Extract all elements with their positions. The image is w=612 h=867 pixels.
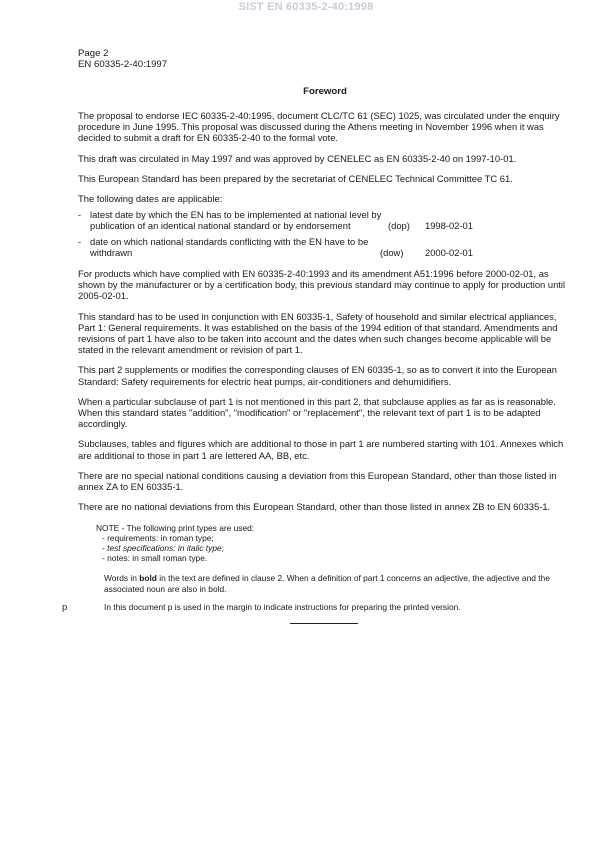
dates-list: [78, 209, 574, 258]
margin-mark: p: [62, 601, 68, 613]
paragraph-proposal: The proposal to endorse IEC 60335-2-40:1995, document CLC/TC 61 (SEC) 1025, was circulated under the enquiry procedure in June 1995. This proposal was discussed during the Athens meeting in November 1996 when it was decided to submit a draft for EN 60335-2-40 to the formal vote.: [78, 110, 560, 144]
paragraph-products: For products which have complied with EN 60335-2-40:1993 and its amendment A51:1996 before 2000-02-01, as shown by the manufacturer or by a certification body, this previous standard may continue to apply for production until 2005-02-01.: [78, 268, 566, 302]
date-abbreviation: (dop): [388, 220, 410, 232]
date-item-dow: [78, 236, 574, 258]
end-rule: [290, 623, 358, 624]
paragraph-conjunction: This standard has to be used in conjunction with EN 60335-1, Safety of household and similar electrical appliances, Part 1: General requirements. It was established on the basis of the 1994 edition of that standard. Amendments and revisions of part 1 have also to be taken into account and the dates when such changes become applicable will be stated in the relevant amendment or revision of part 1.: [78, 310, 558, 356]
note-item-tests-text: test specifications: in italic type: [107, 543, 222, 554]
date-description: date on which national standards conflicting with the EN have to be withdrawn: [90, 235, 369, 258]
date-description: latest date by which the EN has to be implemented at national level by publication of an identical national standard or by endorsement: [90, 209, 382, 232]
note-item-prefix: -: [102, 543, 108, 554]
margin-note-row: [62, 601, 574, 613]
list-dash: -: [78, 235, 82, 247]
margin-note-text: In this document p is used in the margin to indicate instructions for preparing the printed version.: [104, 602, 461, 613]
watermark: SIST EN 60335-2-40:1998: [238, 1, 374, 13]
note-item-tests: [96, 543, 574, 553]
paragraph-subclause: When a particular subclause of part 1 is not mentioned in this part 2, that subclause applies as far as is reasonable. When this standard states "addition", "modification" or "replacement", the relevant text of part 1 is to be adapted accordingly.: [78, 395, 556, 430]
date-value: 2000-02-01: [425, 246, 473, 258]
print-types-note: [96, 523, 574, 563]
document-body: [62, 110, 574, 624]
bold-words-rest: in the text are defined in clause 2. When a definition of part 1 concerns an adjective, the adjective and the associated noun are also in bold.: [104, 573, 550, 594]
page-title: Foreword: [303, 86, 347, 97]
paragraph-dates-intro: The following dates are applicable:: [78, 193, 223, 205]
paragraph-national-deviations: There are no national deviations from this European Standard, other than those listed in annex ZB to EN 60335-1.: [78, 501, 551, 513]
note-item-requirements: - requirements: in roman type;: [102, 533, 214, 544]
date-item-dop: [78, 209, 574, 231]
paragraph-draft: This draft was circulated in May 1997 and was approved by CENELEC as EN 60335-2-40 on 1997-10-01.: [78, 152, 517, 164]
bold-words-lead: Words in: [104, 573, 140, 584]
paragraph-supplements: This part 2 supplements or modifies the corresponding clauses of EN 60335-1, so as to convert it into the European Standard: Safety requirements for electric heat pumps, air-conditioners and dehumidifiers.: [78, 364, 557, 387]
page-header: [78, 48, 167, 70]
note-intro: NOTE - The following print types are used:: [96, 523, 255, 534]
date-value: 1998-02-01: [425, 220, 473, 232]
paragraph-numbering: Subclauses, tables and figures which are additional to those in part 1 are numbered starting with 101. Annexes which are additional to those in part 1 are lettered AA, BB, etc.: [78, 438, 564, 461]
bold-word: bold: [139, 573, 157, 584]
list-dash: -: [78, 209, 82, 221]
paragraph-national-conditions: There are no special national conditions causing a deviation from this European Standard, other than those listed in annex ZA to EN 60335-1.: [78, 469, 557, 493]
note-item-suffix: ;: [221, 543, 224, 554]
bold-words-paragraph: [104, 573, 574, 594]
note-item-notes: - notes: in small roman type.: [102, 553, 208, 564]
page-number: Page 2: [78, 48, 109, 59]
paragraph-secretariat: This European Standard has been prepared by the secretariat of CENELEC Technical Committee TC 61.: [78, 172, 513, 184]
date-abbreviation: (dow): [380, 246, 404, 258]
document-id: EN 60335-2-40:1997: [78, 59, 168, 70]
